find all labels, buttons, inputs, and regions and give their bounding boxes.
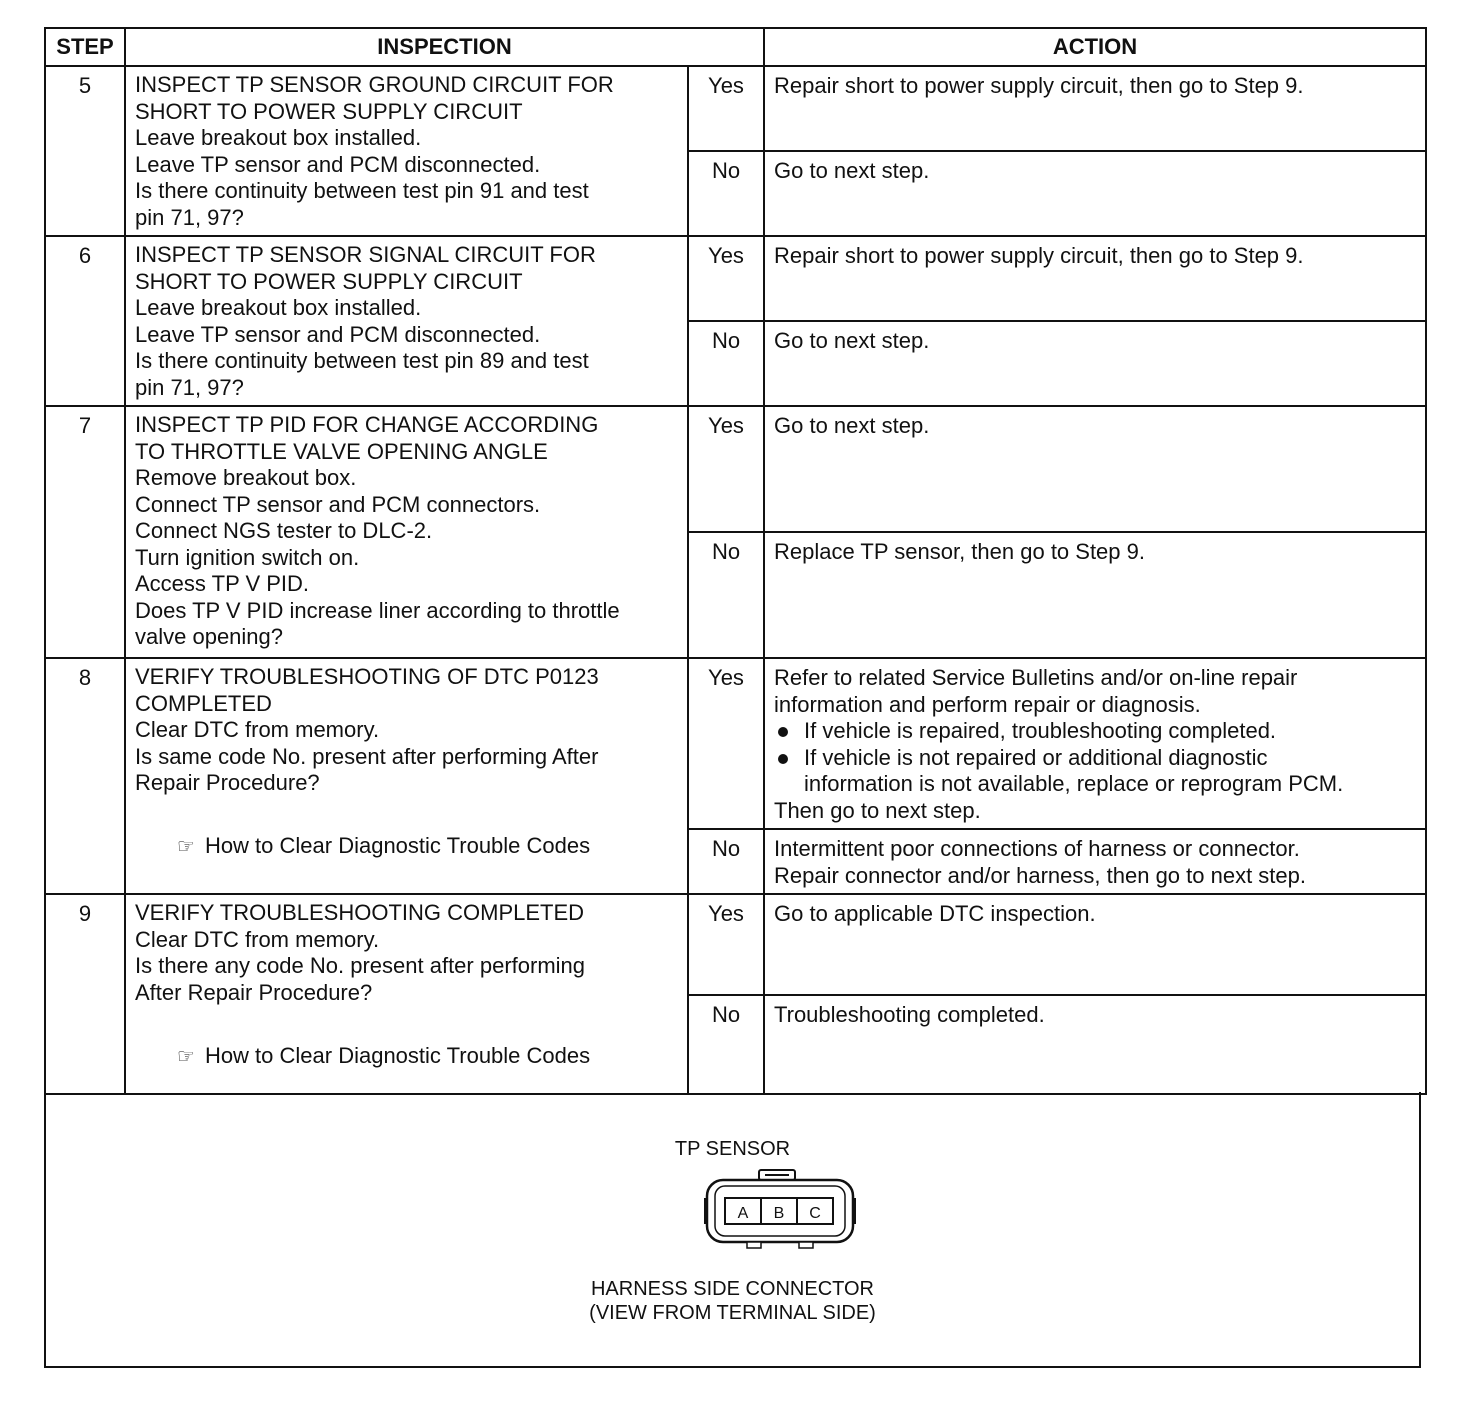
yes-label: Yes bbox=[688, 658, 764, 829]
header-inspection: INSPECTION bbox=[125, 28, 764, 66]
step-number: 5 bbox=[45, 66, 125, 236]
yes-action-bullets bbox=[774, 718, 1417, 798]
yes-action: Go to next step. bbox=[764, 406, 1426, 532]
no-action: Replace TP sensor, then go to Step 9. bbox=[764, 532, 1426, 658]
step-number: 9 bbox=[45, 894, 125, 1094]
inspection-cell bbox=[125, 658, 688, 894]
bullet-item: If vehicle is not repaired or additional diagnostic information is not available, replace or reprogram PCM. bbox=[774, 745, 1417, 798]
pin-label-c: C bbox=[809, 1205, 821, 1222]
reference-text: How to Clear Diagnostic Trouble Codes bbox=[204, 1042, 591, 1068]
inspection-title: INSPECT TP SENSOR SIGNAL CIRCUIT FOR SHORT TO POWER SUPPLY CIRCUIT bbox=[135, 242, 596, 294]
table-row bbox=[45, 66, 1426, 151]
no-action: Intermittent poor connections of harness or connector. Repair connector and/or harness, then go to next step. bbox=[764, 829, 1426, 894]
table-header-row bbox=[45, 28, 1426, 66]
table-row bbox=[45, 406, 1426, 532]
inspection-body: Leave breakout box installed. Leave TP sensor and PCM disconnected. Is there continuity between test pin 91 and test pin 71, 97? bbox=[135, 125, 589, 230]
step-number: 6 bbox=[45, 236, 125, 406]
pin-label-a: A bbox=[737, 1205, 749, 1222]
yes-label: Yes bbox=[688, 236, 764, 321]
table-row bbox=[45, 894, 1426, 995]
inspection-body: Clear DTC from memory. Is same code No. present after performing After Repair Procedure? bbox=[135, 717, 599, 795]
inspection-title: VERIFY TROUBLESHOOTING OF DTC P0123 COMPLETED bbox=[135, 664, 599, 716]
no-action: Go to next step. bbox=[764, 151, 1426, 236]
yes-label: Yes bbox=[688, 894, 764, 995]
no-label: No bbox=[688, 532, 764, 658]
inspection-cell bbox=[125, 66, 688, 236]
header-step: STEP bbox=[45, 28, 125, 66]
inspection-body: Clear DTC from memory. Is there any code No. present after performing After Repair Procedure? bbox=[135, 926, 586, 1005]
no-action: Go to next step. bbox=[764, 321, 1426, 406]
table-row bbox=[45, 658, 1426, 829]
no-action: Troubleshooting completed. bbox=[764, 995, 1426, 1094]
table-row bbox=[45, 236, 1426, 321]
pin-label-b: B bbox=[773, 1205, 785, 1222]
inspection-title: INSPECT TP PID FOR CHANGE ACCORDING TO THROTTLE VALVE OPENING ANGLE bbox=[135, 412, 599, 464]
inspection-body: Remove breakout box. Connect TP sensor and PCM connectors. Connect NGS tester to DLC-2. Turn ignition switch on. Access TP V PID. Does TP V PID increase liner according to throttle valve opening? bbox=[135, 465, 620, 649]
yes-label: Yes bbox=[688, 66, 764, 151]
figure-caption-1: HARNESS SIDE CONNECTOR bbox=[590, 1278, 874, 1300]
inspection-cell bbox=[125, 236, 688, 406]
reference-text: How to Clear Diagnostic Trouble Codes bbox=[204, 833, 591, 858]
connector-diagram bbox=[703, 1168, 857, 1260]
yes-action: Repair short to power supply circuit, then go to Step 9. bbox=[764, 66, 1426, 151]
figure-title: TP SENSOR bbox=[674, 1138, 791, 1160]
troubleshooting-document bbox=[44, 27, 1422, 1095]
troubleshooting-table bbox=[44, 27, 1427, 1095]
inspection-cell bbox=[125, 406, 688, 658]
no-label: No bbox=[688, 151, 764, 236]
bullet-item: If vehicle is repaired, troubleshooting completed. bbox=[774, 718, 1417, 745]
yes-action: Go to applicable DTC inspection. bbox=[764, 894, 1426, 995]
yes-action bbox=[764, 658, 1426, 829]
step-number: 7 bbox=[45, 406, 125, 658]
connector-figure bbox=[44, 1092, 1421, 1368]
yes-action: Repair short to power supply circuit, then go to Step 9. bbox=[764, 236, 1426, 321]
inspection-title: VERIFY TROUBLESHOOTING COMPLETED bbox=[135, 900, 585, 925]
yes-label: Yes bbox=[688, 406, 764, 532]
inspection-title: INSPECT TP SENSOR GROUND CIRCUIT FOR SHORT TO POWER SUPPLY CIRCUIT bbox=[135, 72, 614, 124]
inspection-cell bbox=[125, 894, 688, 1094]
header-action: ACTION bbox=[764, 28, 1426, 66]
reference-link bbox=[135, 807, 679, 861]
no-label: No bbox=[688, 995, 764, 1094]
pointing-hand-icon: ☞ bbox=[177, 1045, 195, 1068]
pointing-hand-icon: ☞ bbox=[177, 836, 195, 858]
yes-action-intro: Refer to related Service Bulletins and/or on-line repair information and perform repair or diagnosis. bbox=[774, 665, 1298, 717]
no-label: No bbox=[688, 321, 764, 406]
figure-caption-2: (VIEW FROM TERMINAL SIDE) bbox=[589, 1302, 876, 1324]
yes-action-outro: Then go to next step. bbox=[774, 797, 981, 823]
no-label: No bbox=[688, 829, 764, 894]
step-number: 8 bbox=[45, 658, 125, 894]
reference-link bbox=[135, 1016, 679, 1070]
inspection-body: Leave breakout box installed. Leave TP sensor and PCM disconnected. Is there continuity between test pin 89 and test pin 71, 97? bbox=[135, 295, 589, 400]
